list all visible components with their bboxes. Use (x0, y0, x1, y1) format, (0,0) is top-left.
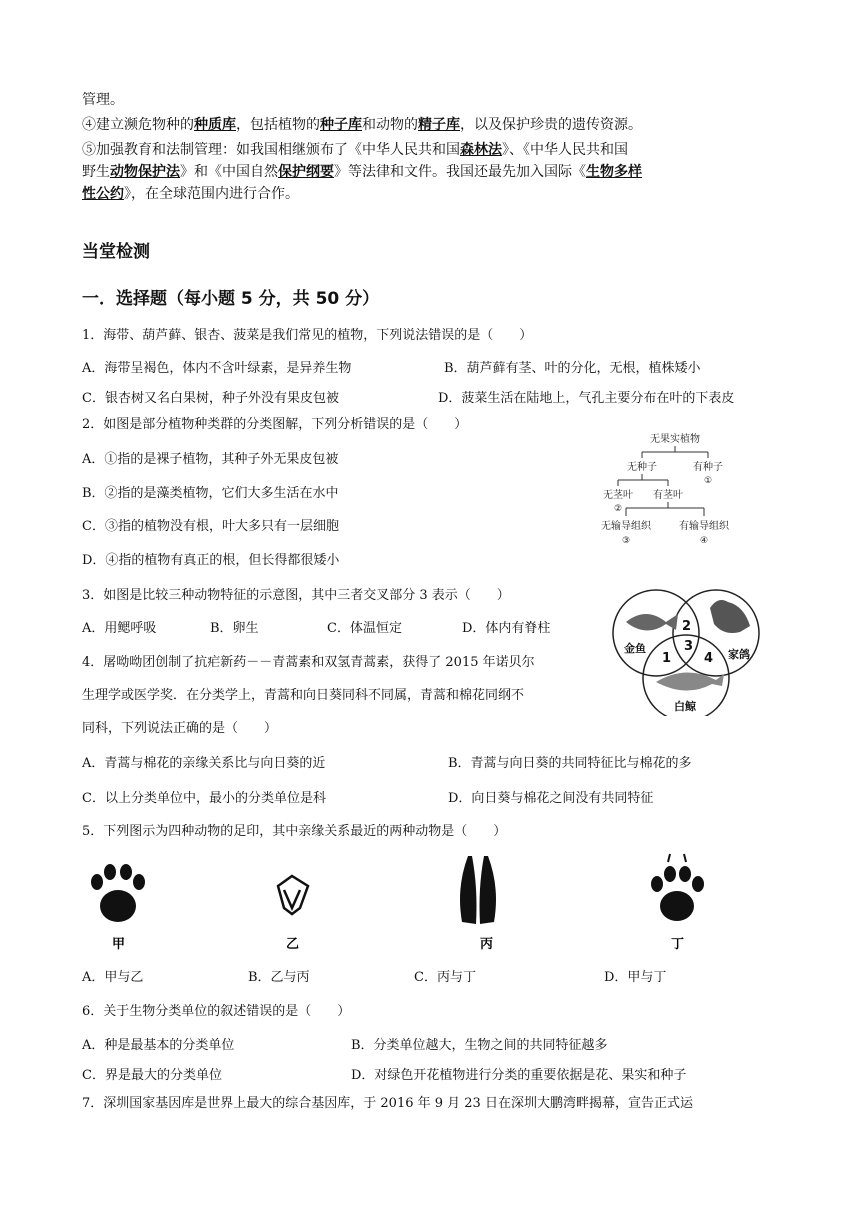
q5-option-d[interactable]: D．甲与丁 (604, 970, 667, 985)
footprint-label-jia: 甲 (112, 937, 126, 952)
q2-option-a[interactable]: A．①指的是裸子植物，其种子外无果皮包被 (82, 452, 339, 467)
part-title: 一．选择题（每小题 5 分，共 50 分） (82, 289, 380, 309)
intro-line-3: ⑤加强教育和法制管理：如我国相继颁布了《中华人民共和国森林法》、《中华人民共和国 (82, 142, 628, 158)
diagram-has-vascular: 有输导组织 (679, 521, 729, 532)
q1-option-b[interactable]: B．葫芦藓有茎、叶的分化，无根，植株矮小 (444, 361, 701, 376)
q3-stem: 3．如图是比较三种动物特征的示意图，其中三者交叉部分 3 表示（ ） (82, 588, 510, 603)
intro-line-5: 性公约》，在全球范围内进行合作。 (82, 186, 299, 202)
venn-region-3: 3 (684, 639, 694, 654)
q1-option-a[interactable]: A．海带呈褐色，体内不含叶绿素，是异养生物 (82, 361, 352, 376)
intro-line-2: ④建立濒危物种的种质库，包括植物的种子库和动物的精子库，以及保护珍贵的遗传资源。 (82, 117, 642, 133)
q4-line-3: 同科，下列说法正确的是（ ） (82, 721, 278, 736)
q5-option-a[interactable]: A．甲与乙 (82, 970, 144, 985)
footprints-figure (80, 848, 720, 960)
q1-option-c[interactable]: C．银杏树又名白果树，种子外没有果皮包被 (82, 391, 339, 406)
diagram-circle-3: ③ (621, 536, 631, 546)
q6-option-a[interactable]: A．种是最基本的分类单位 (82, 1038, 235, 1053)
q5-option-b[interactable]: B．乙与丙 (248, 970, 310, 985)
q7-stem: 7．深圳国家基因库是世界上最大的综合基因库，于 2016 年 9 月 23 日在深圳大鹏湾畔揭幕，宣告正式运 (82, 1096, 693, 1111)
footprint-label-bing: 丙 (480, 937, 494, 952)
q2-option-c[interactable]: C．③指的植物没有根，叶大多只有一层细胞 (82, 519, 339, 534)
animal-venn-diagram (604, 586, 774, 716)
q4-option-c[interactable]: C．以上分类单位中，最小的分类单位是科 (82, 791, 326, 806)
venn-region-1: 1 (662, 651, 672, 666)
q1-option-d[interactable]: D．菠菜生活在陆地上，气孔主要分布在叶的下表皮 (438, 391, 735, 406)
hoof-icon (460, 856, 496, 924)
diagram-circle-1: ① (703, 476, 713, 486)
venn-region-2: 2 (682, 619, 692, 634)
q3-option-d[interactable]: D．体内有脊柱 (462, 621, 551, 636)
q4-line-1: 4．屠呦呦团创制了抗疟新药－－青蒿素和双氢青蒿素，获得了 2015 年诺贝尔 (82, 655, 535, 670)
q4-option-d[interactable]: D．向日葵与棉花之间没有共同特征 (448, 791, 654, 806)
diagram-has-seed: 有种子 (693, 462, 723, 473)
pigeon-icon (710, 600, 750, 633)
venn-label-pigeon: 家鸽 (728, 648, 750, 661)
q5-option-c[interactable]: C．丙与丁 (414, 970, 476, 985)
q5-stem: 5．下列图示为四种动物的足印，其中亲缘关系最近的两种动物是（ ） (82, 824, 507, 839)
diagram-circle-4: ④ (699, 536, 709, 546)
paw-ding-icon (651, 854, 704, 921)
fish-icon (626, 614, 678, 631)
webbed-foot-icon (278, 876, 308, 914)
diagram-no-stem: 无茎叶 (603, 490, 633, 501)
footprint-label-ding: 丁 (671, 937, 685, 952)
diagram-has-stem: 有茎叶 (653, 490, 683, 501)
q4-option-b[interactable]: B．青蒿与向日葵的共同特征比与棉花的多 (448, 756, 692, 771)
q2-option-d[interactable]: D．④指的植物有真正的根，但长得都很矮小 (82, 553, 340, 568)
q4-option-a[interactable]: A．青蒿与棉花的亲缘关系比与向日葵的近 (82, 756, 326, 771)
q2-stem: 2．如图是部分植物种类群的分类图解，下列分析错误的是（ ） (82, 417, 468, 432)
q6-option-b[interactable]: B．分类单位越大，生物之间的共同特征越多 (351, 1038, 608, 1053)
diagram-root: 无果实植物 (650, 434, 700, 445)
q4-line-2: 生理学或医学奖．在分类学上，青蒿和向日葵同科不同属，青蒿和棉花同纲不 (82, 688, 525, 703)
section-title: 当堂检测 (82, 242, 150, 262)
q3-option-b[interactable]: B．卵生 (210, 621, 259, 636)
venn-region-4: 4 (704, 651, 714, 666)
plant-classification-diagram (590, 428, 760, 550)
venn-label-whale: 白鲸 (674, 700, 696, 713)
q3-option-c[interactable]: C．体温恒定 (327, 621, 402, 636)
diagram-circle-2: ② (613, 504, 623, 514)
paw-jia-icon (91, 864, 145, 922)
diagram-no-seed: 无种子 (627, 462, 657, 473)
q2-option-b[interactable]: B．②指的是藻类植物，它们大多生活在水中 (82, 486, 339, 501)
footprint-label-yi: 乙 (286, 937, 300, 952)
intro-line-4: 野生动物保护法》和《中国自然保护纲要》等法律和文件。我国还最先加入国际《生物多样 (82, 164, 642, 180)
venn-label-fish: 金鱼 (624, 642, 646, 655)
q6-option-d[interactable]: D．对绿色开花植物进行分类的重要依据是花、果实和种子 (351, 1068, 687, 1083)
q3-option-a[interactable]: A．用鳃呼吸 (82, 621, 157, 636)
intro-line-1: 管理。 (82, 92, 124, 108)
diagram-no-vascular: 无输导组织 (601, 521, 651, 532)
q6-stem: 6．关于生物分类单位的叙述错误的是（ ） (82, 1004, 351, 1019)
q6-option-c[interactable]: C．界是最大的分类单位 (82, 1068, 222, 1083)
q1-stem: 1．海带、葫芦藓、银杏、菠菜是我们常见的植物，下列说法错误的是（ ） (82, 328, 533, 343)
